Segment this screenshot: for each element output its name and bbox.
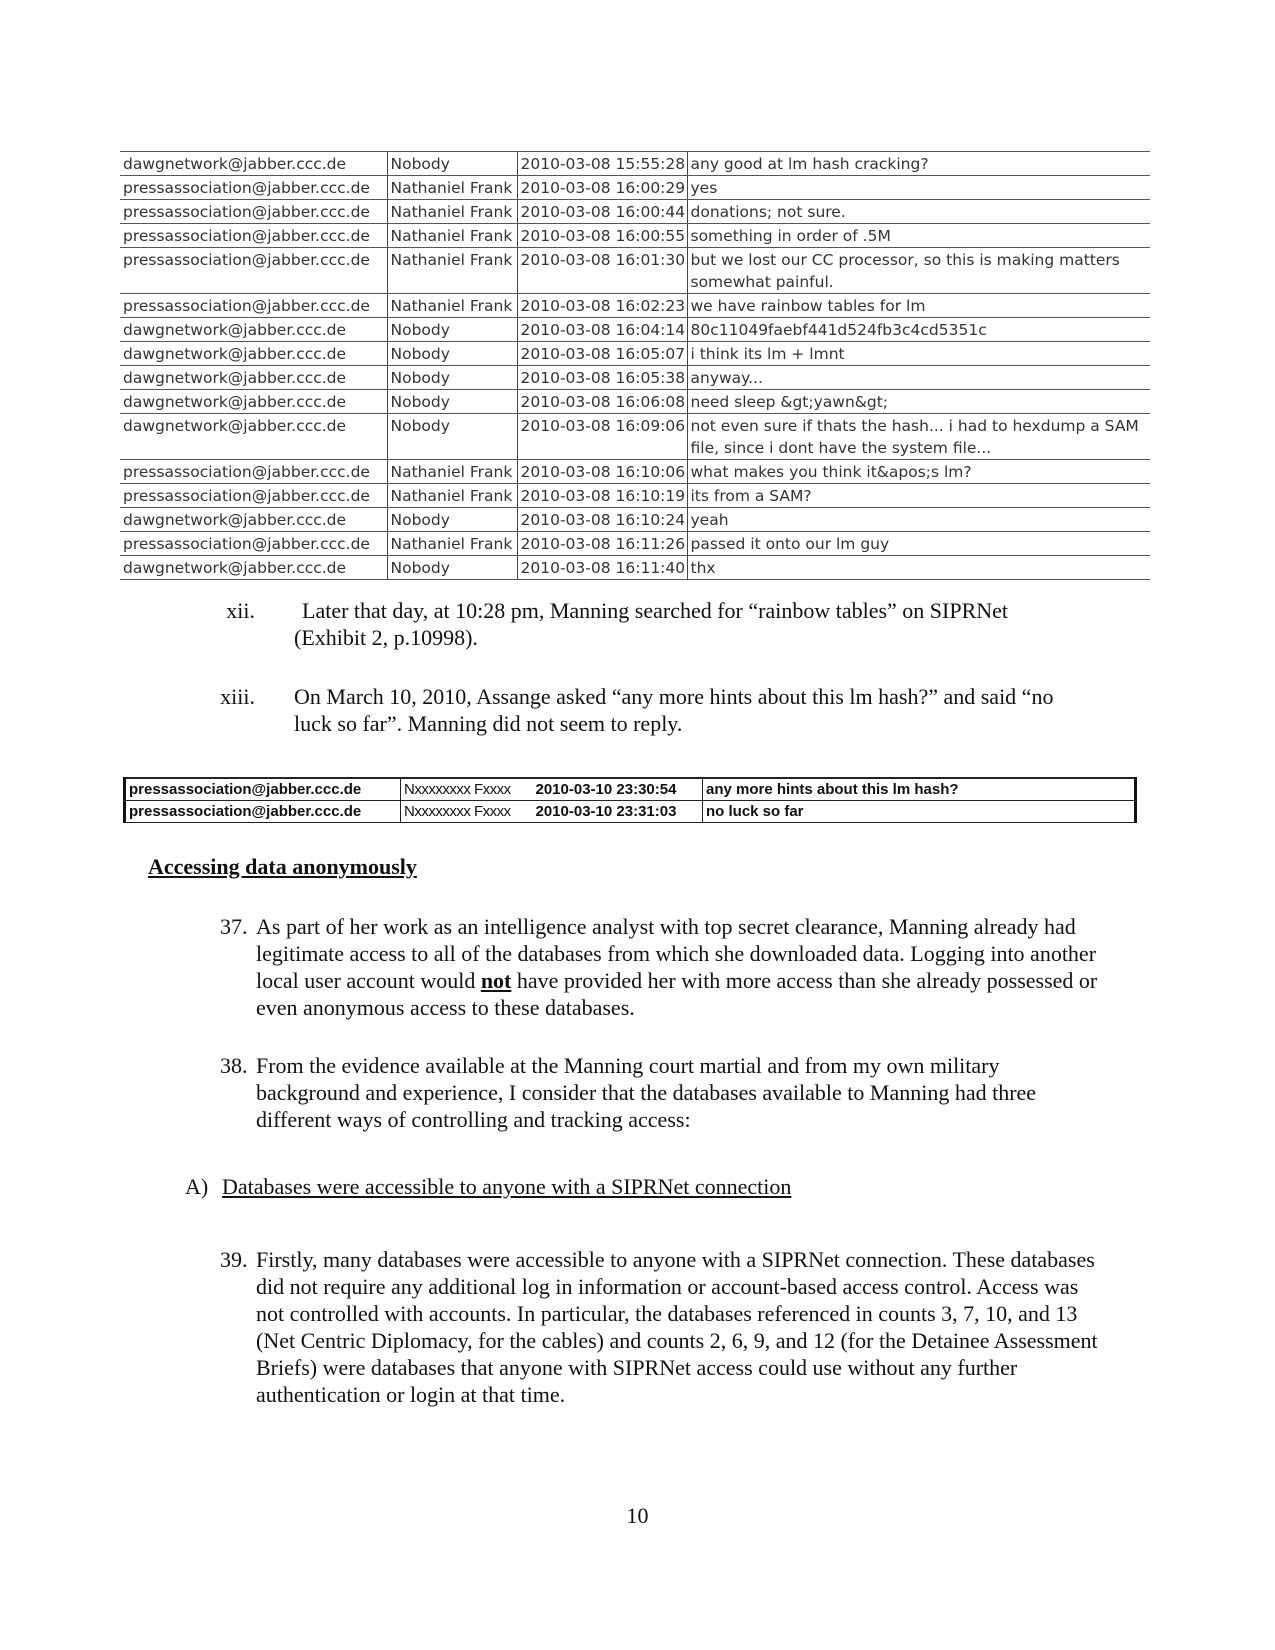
subheading-text: Databases were accessible to anyone with a SIPRNet connection <box>222 1174 792 1199</box>
table-row <box>120 248 1150 294</box>
name-cell: Nxxxxxxxx Fxxxx <box>401 778 533 801</box>
timestamp-cell: 2010-03-08 16:11:26 <box>517 532 687 556</box>
message-cell: 80c11049faebf441d524fb3c4cd5351c <box>687 318 1150 342</box>
timestamp-cell: 2010-03-08 16:10:24 <box>517 508 687 532</box>
table-row <box>120 366 1150 390</box>
timestamp-cell: 2010-03-08 16:05:07 <box>517 342 687 366</box>
sender-cell: dawgnetwork@jabber.ccc.de <box>120 366 387 390</box>
name-cell: Nathaniel Frank <box>387 248 517 294</box>
table-row <box>125 778 1136 801</box>
timestamp-cell: 2010-03-08 16:11:40 <box>517 556 687 580</box>
name-cell: Nobody <box>387 366 517 390</box>
paragraph-text: Firstly, many databases were accessible to anyone with a SIPRNet connection. These databases did not require any additional log in information or account-based access control. Access was not controlled with accounts. In particular, the databases referenced in counts 3, 7, 10, and 13 (Net Centric Diplomacy, for the cables) and counts 2, 6, 9, and 12 (for the Detainee Assessment Briefs) were databases that anyone with SIPRNet access could use without any further authentication or login at that time. <box>256 1247 1098 1407</box>
timestamp-cell: 2010-03-10 23:31:03 <box>533 801 703 823</box>
timestamp-cell: 2010-03-08 16:00:44 <box>517 200 687 224</box>
name-cell: Nobody <box>387 152 517 176</box>
name-cell: Nxxxxxxxx Fxxxx <box>401 801 533 823</box>
message-cell: yes <box>687 176 1150 200</box>
table-row <box>120 342 1150 366</box>
message-cell: we have rainbow tables for lm <box>687 294 1150 318</box>
sender-cell: dawgnetwork@jabber.ccc.de <box>120 152 387 176</box>
table-row <box>120 294 1150 318</box>
timestamp-cell: 2010-03-08 16:06:08 <box>517 390 687 414</box>
message-cell: but we lost our CC processor, so this is making matters somewhat painful. <box>687 248 1150 294</box>
table-row <box>120 460 1150 484</box>
message-cell: any more hints about this lm hash? <box>703 778 1136 801</box>
section-heading: Accessing data anonymously <box>148 854 417 879</box>
timestamp-cell: 2010-03-10 23:30:54 <box>533 778 703 801</box>
name-cell: Nathaniel Frank <box>387 200 517 224</box>
sender-cell: pressassociation@jabber.ccc.de <box>125 778 401 801</box>
name-cell: Nathaniel Frank <box>387 532 517 556</box>
sender-cell: dawgnetwork@jabber.ccc.de <box>120 390 387 414</box>
message-cell: need sleep &gt;yawn&gt; <box>687 390 1150 414</box>
name-cell: Nobody <box>387 414 517 460</box>
chat-log-table-2 <box>123 777 1137 823</box>
table-row <box>120 484 1150 508</box>
table-row <box>120 152 1150 176</box>
timestamp-cell: 2010-03-08 16:00:29 <box>517 176 687 200</box>
sender-cell: pressassociation@jabber.ccc.de <box>120 248 387 294</box>
sender-cell: dawgnetwork@jabber.ccc.de <box>120 342 387 366</box>
sender-cell: pressassociation@jabber.ccc.de <box>120 532 387 556</box>
table-row <box>120 532 1150 556</box>
timestamp-cell: 2010-03-08 15:55:28 <box>517 152 687 176</box>
name-cell: Nathaniel Frank <box>387 460 517 484</box>
page-number: 10 <box>626 1503 649 1528</box>
message-cell: yeah <box>687 508 1150 532</box>
item-text: On March 10, 2010, Assange asked “any more hints about this lm hash?” and said “no luck so far”. Manning did not seem to reply. <box>294 684 1054 736</box>
message-cell: donations; not sure. <box>687 200 1150 224</box>
name-cell: Nobody <box>387 508 517 532</box>
timestamp-cell: 2010-03-08 16:00:55 <box>517 224 687 248</box>
name-cell: Nathaniel Frank <box>387 176 517 200</box>
timestamp-cell: 2010-03-08 16:10:06 <box>517 460 687 484</box>
name-cell: Nobody <box>387 342 517 366</box>
paragraph-number: 38. <box>220 1053 248 1078</box>
table-row <box>120 200 1150 224</box>
sender-cell: pressassociation@jabber.ccc.de <box>120 484 387 508</box>
table-row <box>120 390 1150 414</box>
paragraph-text-part: As part of her work as an intelligence analyst with top secret clearance, Manning already had legitimate access to all of the databases from which she downloaded data. Logging into another local user account would <box>256 914 1097 993</box>
sender-cell: dawgnetwork@jabber.ccc.de <box>120 508 387 532</box>
item-number: xiii. <box>220 684 255 709</box>
sender-cell: pressassociation@jabber.ccc.de <box>120 176 387 200</box>
table-row <box>120 508 1150 532</box>
name-cell: Nathaniel Frank <box>387 484 517 508</box>
message-cell: thx <box>687 556 1150 580</box>
timestamp-cell: 2010-03-08 16:09:06 <box>517 414 687 460</box>
table-row <box>120 318 1150 342</box>
timestamp-cell: 2010-03-08 16:05:38 <box>517 366 687 390</box>
name-cell: Nobody <box>387 390 517 414</box>
paragraph-number: 37. <box>220 914 248 939</box>
table-row <box>120 556 1150 580</box>
message-cell: its from a SAM? <box>687 484 1150 508</box>
message-cell: something in order of .5M <box>687 224 1150 248</box>
sender-cell: pressassociation@jabber.ccc.de <box>120 460 387 484</box>
message-cell: any good at lm hash cracking? <box>687 152 1150 176</box>
chat-log-table-1 <box>120 151 1150 580</box>
subheading-label: A) <box>185 1174 209 1199</box>
table-row <box>125 801 1136 823</box>
paragraph-text-part: have provided her with more access than she already possessed or even anonymous access to these databases. <box>256 968 1098 1020</box>
table-row <box>120 176 1150 200</box>
message-cell: i think its lm + lmnt <box>687 342 1150 366</box>
sender-cell: dawgnetwork@jabber.ccc.de <box>120 318 387 342</box>
timestamp-cell: 2010-03-08 16:04:14 <box>517 318 687 342</box>
message-cell: not even sure if thats the hash... i had to hexdump a SAM file, since i dont have the system file... <box>687 414 1150 460</box>
paragraph-text: From the evidence available at the Manning court martial and from my own military background and experience, I consider that the databases available to Manning had three different ways of controlling and tracking access: <box>256 1053 1037 1132</box>
message-cell: passed it onto our lm guy <box>687 532 1150 556</box>
name-cell: Nathaniel Frank <box>387 294 517 318</box>
sender-cell: pressassociation@jabber.ccc.de <box>120 200 387 224</box>
timestamp-cell: 2010-03-08 16:02:23 <box>517 294 687 318</box>
paragraph-text <box>256 913 1106 1021</box>
item-text: Later that day, at 10:28 pm, Manning searched for “rainbow tables” on SIPRNet (Exhibit 2, p.10998). <box>294 598 1009 650</box>
table-row <box>120 414 1150 460</box>
sender-cell: dawgnetwork@jabber.ccc.de <box>120 556 387 580</box>
emphasis-not: not <box>480 968 512 993</box>
name-cell: Nobody <box>387 556 517 580</box>
sender-cell: pressassociation@jabber.ccc.de <box>120 224 387 248</box>
name-cell: Nobody <box>387 318 517 342</box>
sender-cell: dawgnetwork@jabber.ccc.de <box>120 414 387 460</box>
message-cell: no luck so far <box>703 801 1136 823</box>
name-cell: Nathaniel Frank <box>387 224 517 248</box>
item-number: xii. <box>226 598 255 623</box>
sender-cell: pressassociation@jabber.ccc.de <box>125 801 401 823</box>
timestamp-cell: 2010-03-08 16:10:19 <box>517 484 687 508</box>
message-cell: anyway... <box>687 366 1150 390</box>
paragraph-number: 39. <box>220 1247 248 1272</box>
message-cell: what makes you think it&apos;s lm? <box>687 460 1150 484</box>
table-row <box>120 224 1150 248</box>
sender-cell: pressassociation@jabber.ccc.de <box>120 294 387 318</box>
timestamp-cell: 2010-03-08 16:01:30 <box>517 248 687 294</box>
